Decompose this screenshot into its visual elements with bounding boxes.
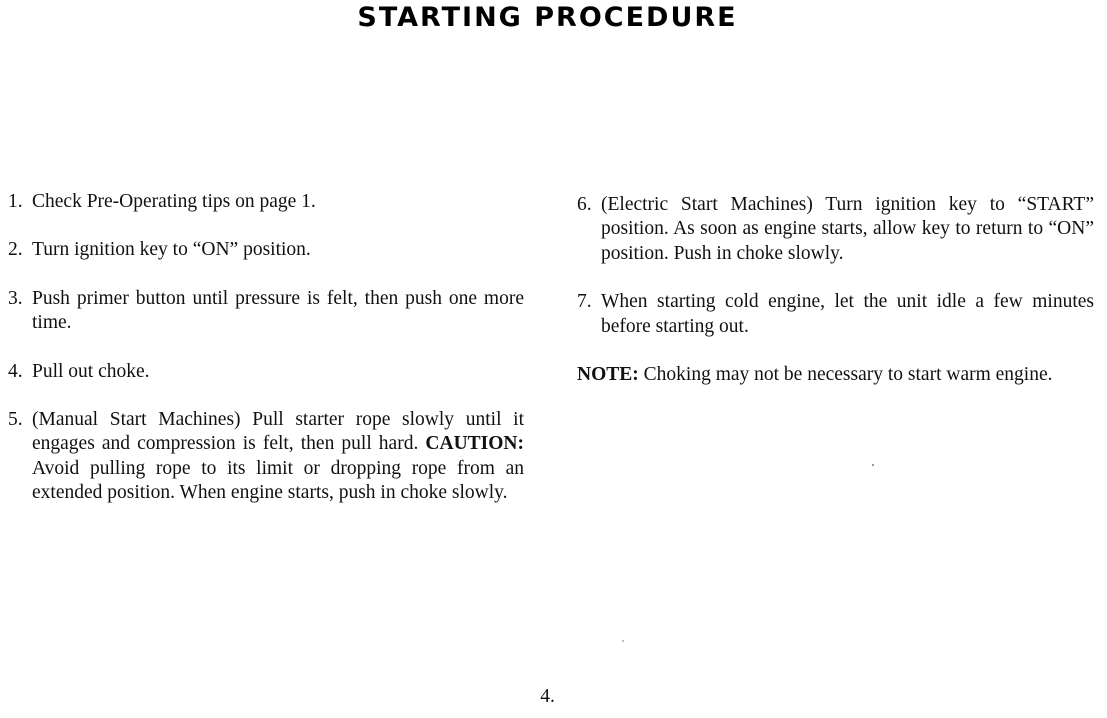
step-2 bbox=[8, 238, 524, 262]
step-text: Pull out choke. bbox=[32, 360, 150, 382]
step-text: Check Pre-Operating tips on page 1. bbox=[32, 191, 316, 212]
step-number: 7. bbox=[577, 291, 592, 313]
step-6 bbox=[577, 193, 1094, 266]
note-paragraph bbox=[577, 363, 1094, 387]
step-text: (Electric Start Machines) Turn ignition key to “START” position. As soon as engine starts, allow key to return to “ON” position. Push in choke slowly. bbox=[601, 194, 1094, 264]
step-text-after: Avoid pulling rope to its limit or dropping rope from an extended position. When engine starts, push in choke slowly. bbox=[32, 457, 524, 504]
page-number: 4. bbox=[540, 686, 555, 707]
step-number: 1. bbox=[8, 191, 23, 212]
step-text: Turn ignition key to “ON” position. bbox=[32, 239, 311, 261]
step-number: 3. bbox=[8, 287, 23, 309]
step-3 bbox=[8, 287, 524, 336]
page-title: STARTING PROCEDURE bbox=[357, 2, 738, 33]
step-4 bbox=[8, 360, 524, 384]
step-text: Push primer button until pressure is felt, then push one more time. bbox=[32, 287, 524, 334]
step-number: 5. bbox=[8, 409, 23, 431]
left-column bbox=[8, 190, 524, 530]
scan-speck bbox=[622, 640, 624, 642]
scan-speck bbox=[872, 464, 874, 466]
step-number: 2. bbox=[8, 239, 23, 261]
step-text bbox=[32, 408, 524, 506]
step-7 bbox=[577, 290, 1094, 339]
note-text: Choking may not be necessary to start warm engine. bbox=[643, 364, 1053, 386]
step-number: 6. bbox=[577, 194, 592, 215]
step-1 bbox=[8, 190, 524, 214]
step-text-before: (Manual Start Machines) Pull starter rope slowly until it engages and compression is felt, then pull hard. bbox=[32, 409, 524, 455]
note-label: NOTE: bbox=[577, 364, 639, 386]
right-column bbox=[577, 193, 1094, 387]
step-number: 4. bbox=[8, 360, 23, 382]
caution-label: CAUTION: bbox=[425, 433, 525, 455]
step-5 bbox=[8, 408, 524, 506]
step-text: When starting cold engine, let the unit idle a few minutes before starting out. bbox=[601, 291, 1094, 337]
